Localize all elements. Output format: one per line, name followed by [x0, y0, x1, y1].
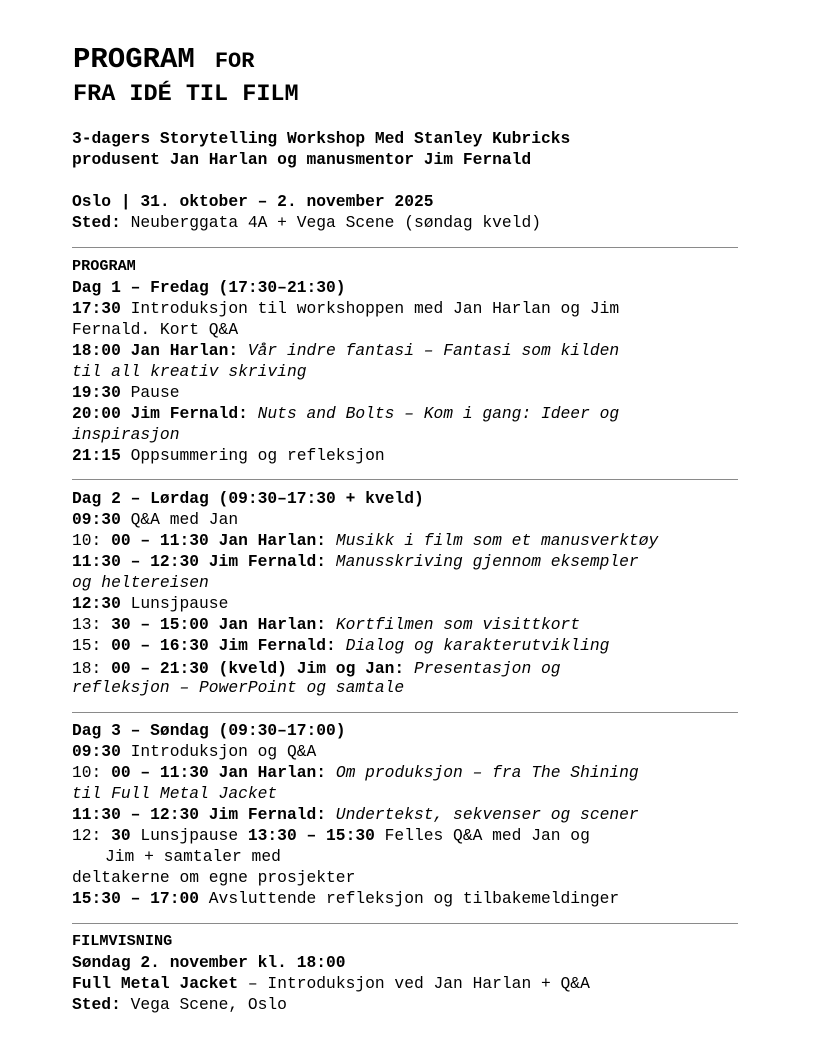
item-speaker: Jan Harlan:: [208, 615, 327, 634]
item-time: 20:00: [72, 404, 121, 423]
event-place-value: Neuberggata 4A + Vega Scene (søndag kveld): [120, 213, 541, 232]
day3-item-4: [72, 825, 752, 846]
item-text: Avsluttende refleksjon og tilbakemeldinger: [199, 889, 620, 908]
day3-item-2: [72, 762, 752, 783]
item-time: 09:30: [72, 742, 121, 761]
item-time: 19:30: [72, 383, 121, 402]
screening-place-label: Sted:: [72, 995, 121, 1014]
item-time: 17:30: [72, 299, 121, 318]
day2-item-2: [72, 530, 752, 551]
item-text: Introduksjon til workshoppen med Jan Harlan og Jim: [120, 299, 620, 318]
intro-line-1: 3-dagers Storytelling Workshop Med Stanley Kubricks: [72, 129, 571, 148]
item-prefix: 10:: [72, 763, 102, 782]
item-text: Oppsummering og refleksjon: [120, 446, 385, 465]
item-title: Musikk i film som et manusverktøy: [326, 531, 659, 550]
item-speaker: Jan Harlan:: [208, 763, 327, 782]
divider-3: [72, 712, 738, 713]
screening-date: Søndag 2. november kl. 18:00: [72, 953, 346, 972]
screening-place: [72, 994, 752, 1015]
day1-header: Dag 1 – Fredag (17:30–21:30): [72, 278, 346, 297]
day3-item-1: [72, 741, 752, 762]
divider-1: [72, 247, 738, 248]
item-text: Lunsjpause: [120, 594, 229, 613]
item-title: Nuts and Bolts – Kom i gang: Ideer og: [247, 404, 620, 423]
item-prefix: 13:: [72, 615, 102, 634]
day2-item-3: [72, 551, 752, 572]
day3-item-3: [72, 804, 752, 825]
item-time: 21:15: [72, 446, 121, 465]
screening-film: [72, 973, 752, 994]
item-speaker: Jim Fernald:: [208, 636, 336, 655]
program-label: PROGRAM: [72, 257, 136, 275]
day1-section: [72, 256, 752, 466]
divider-4: [72, 923, 738, 924]
day3-header: Dag 3 – Søndag (09:30–17:00): [72, 721, 346, 740]
item-time: 00 – 21:30 (kveld) Jim og Jan:: [101, 659, 405, 678]
day2-item-6: [72, 635, 752, 656]
day1-item-2-cont: til all kreativ skriving: [72, 362, 307, 381]
item-time: 00 – 11:30: [101, 531, 209, 550]
day1-item-1: [72, 298, 752, 319]
screening-place-value: Vega Scene, Oslo: [120, 995, 287, 1014]
day3-item-5: [72, 888, 752, 909]
item-speaker: Jim Fernald:: [199, 805, 327, 824]
day1-item-1-cont: Fernald. Kort Q&A: [72, 320, 239, 339]
title-for: FOR: [214, 49, 255, 74]
title-subtitle: FRA IDÉ TIL FILM: [73, 81, 299, 108]
item-title: Presentasjon og: [404, 659, 561, 678]
intro-block: [72, 128, 752, 170]
day2-item-5: [72, 614, 752, 635]
item-speaker: Jan Harlan:: [208, 531, 327, 550]
title-block: [73, 42, 299, 110]
item-time: 15:30 – 17:00: [72, 889, 200, 908]
event-place-label: Sted:: [72, 213, 121, 232]
item-time: 30 – 15:00: [101, 615, 209, 634]
item-time: 00 – 16:30: [101, 636, 209, 655]
day3-item-4-cont: Jim + samtaler med: [105, 847, 281, 866]
screening-film-desc: – Introduksjon ved Jan Harlan + Q&A: [238, 974, 590, 993]
item-prefix: 15:: [72, 636, 102, 655]
item-speaker: Jim Fernald:: [120, 404, 248, 423]
item-text: Introduksjon og Q&A: [120, 742, 317, 761]
day2-item-1: [72, 509, 752, 530]
day1-item-5: [72, 445, 752, 466]
item-time: 00 – 11:30: [101, 763, 209, 782]
day2-item-4: [72, 593, 752, 614]
item-title: Dialog og karakterutvikling: [335, 636, 610, 655]
day2-section: [72, 488, 752, 698]
day1-item-3: [72, 382, 752, 403]
day3-item-4-cont-2: deltakerne om egne prosjekter: [72, 868, 356, 887]
screening-section: [72, 931, 752, 1015]
item-prefix: 18:: [72, 659, 102, 678]
item-speaker: Jan Harlan:: [120, 341, 239, 360]
day2-item-7-cont: refleksjon – PowerPoint og samtale: [72, 678, 405, 697]
title-line: [73, 42, 299, 80]
item-speaker: Jim Fernald:: [199, 552, 327, 571]
intro-line-2: produsent Jan Harlan og manusmentor Jim Fernald: [72, 150, 532, 169]
day2-item-3-cont: og heltereisen: [72, 573, 209, 592]
event-block: [72, 191, 752, 233]
item-text: Q&A med Jan: [120, 510, 239, 529]
day1-item-4-cont: inspirasjon: [72, 425, 180, 444]
item-title: Undertekst, sekvenser og scener: [326, 805, 639, 824]
day3-section: [72, 720, 752, 909]
item-time: 18:00: [72, 341, 121, 360]
item-time: 11:30 – 12:30: [72, 552, 200, 571]
item-time: 12:30: [72, 594, 121, 613]
item-time: 30: [101, 826, 131, 845]
day3-item-2-cont: til Full Metal Jacket: [72, 784, 278, 803]
title-program: PROGRAM: [73, 43, 195, 76]
day2-header: Dag 2 – Lørdag (09:30–17:30 + kveld): [72, 489, 424, 508]
item-title: Vår indre fantasi – Fantasi som kilden: [238, 341, 620, 360]
item-text-b: Felles Q&A med Jan og: [374, 826, 590, 845]
item-title: Om produksjon – fra The Shining: [326, 763, 639, 782]
divider-2: [72, 479, 738, 480]
item-time: 11:30 – 12:30: [72, 805, 200, 824]
item-text: Lunsjpause: [130, 826, 248, 845]
day1-item-2: [72, 340, 752, 361]
screening-label: FILMVISNING: [72, 932, 173, 950]
item-time-b: 13:30 – 15:30: [247, 826, 375, 845]
item-prefix: 10:: [72, 531, 102, 550]
event-dates: Oslo | 31. oktober – 2. november 2025: [72, 192, 434, 211]
item-text: Pause: [120, 383, 180, 402]
screening-film-title: Full Metal Jacket: [72, 974, 239, 993]
event-place: [72, 212, 752, 233]
item-prefix: 12:: [72, 826, 102, 845]
item-title: Manusskriving gjennom eksempler: [326, 552, 639, 571]
day2-item-7: [72, 658, 752, 679]
item-time: 09:30: [72, 510, 121, 529]
day1-item-4: [72, 403, 752, 424]
item-title: Kortfilmen som visittkort: [326, 615, 581, 634]
